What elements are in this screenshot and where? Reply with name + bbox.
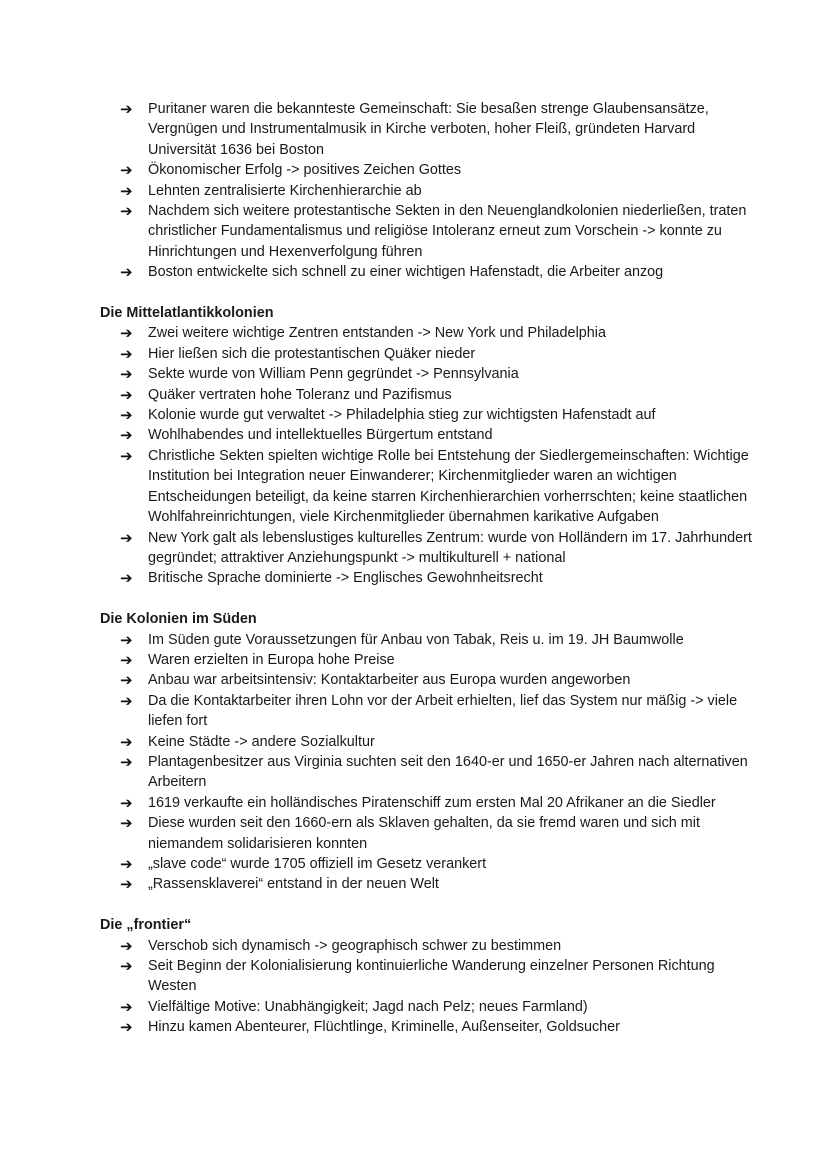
list-item: ➔ Seit Beginn der Kolonialisierung kontinuierliche Wanderung einzelner Personen Richtung Westen bbox=[120, 957, 715, 995]
arrow-right-icon: ➔ bbox=[120, 732, 133, 751]
arrow-right-icon: ➔ bbox=[120, 650, 133, 669]
arrow-right-icon: ➔ bbox=[120, 365, 133, 384]
arrow-right-icon: ➔ bbox=[120, 426, 133, 445]
arrow-right-icon: ➔ bbox=[120, 406, 133, 425]
arrow-right-icon: ➔ bbox=[120, 936, 133, 955]
arrow-right-icon: ➔ bbox=[120, 630, 133, 649]
list-item: ➔ „Rassensklaverei“ entstand in der neuen Welt bbox=[120, 875, 439, 894]
list-item: ➔ Plantagenbesitzer aus Virginia suchten seit den 1640-er und 1650-er Jahren nach alternativen Arbeitern bbox=[120, 752, 748, 791]
arrow-right-icon: ➔ bbox=[120, 569, 133, 588]
list-item: ➔ Kolonie wurde gut verwaltet -> Philadelphia stieg zur wichtigsten Hafenstadt auf bbox=[120, 406, 656, 425]
arrow-right-icon: ➔ bbox=[120, 1018, 133, 1037]
arrow-right-icon: ➔ bbox=[120, 344, 133, 363]
arrow-right-icon: ➔ bbox=[120, 528, 133, 547]
arrow-right-icon: ➔ bbox=[120, 957, 133, 976]
list-item: ➔ New York galt als lebenslustiges kulturelles Zentrum: wurde von Holländern im 17. Jahrhundert gegründet; attraktiver Anziehungspunkt -> multikulturell + national bbox=[120, 528, 752, 566]
arrow-right-icon: ➔ bbox=[120, 691, 133, 710]
list-item: ➔ Hinzu kamen Abenteurer, Flüchtlinge, Kriminelle, Außenseiter, Goldsucher bbox=[120, 1018, 620, 1037]
list-item: ➔ Puritaner waren die bekannteste Gemeinschaft: Sie besaßen strenge Glaubensansätze, Vergnügen und Instrumentalmusik in Kirche verboten, hoher Fleiß, gründeten Harvard Universität 1636 bei Boston bbox=[120, 100, 709, 158]
list-item: ➔ Keine Städte -> andere Sozialkultur bbox=[120, 732, 375, 751]
list-item: ➔ Waren erzielten in Europa hohe Preise bbox=[120, 650, 395, 669]
list-item: ➔ Vielfältige Motive: Unabhängigkeit; Jagd nach Pelz; neues Farmland) bbox=[120, 997, 588, 1016]
list-item: ➔ Verschob sich dynamisch -> geographisch schwer zu bestimmen bbox=[120, 936, 562, 955]
arrow-right-icon: ➔ bbox=[120, 793, 133, 812]
bullet-list-sueden bbox=[0, 630, 828, 895]
list-item: ➔ Quäker vertraten hohe Toleranz und Pazifismus bbox=[120, 385, 452, 404]
list-item: ➔ Nachdem sich weitere protestantische Sekten in den Neuenglandkolonien niederließen, traten christlicher Fundamentalismus und religiöse Intoleranz erneut zum Vorschein -> konnte zu Hinrichtungen und Hexenverfolgung führen bbox=[120, 202, 747, 260]
list-item: ➔ Ökonomischer Erfolg -> positives Zeichen Gottes bbox=[120, 161, 462, 180]
arrow-right-icon: ➔ bbox=[120, 752, 133, 771]
arrow-right-icon: ➔ bbox=[120, 875, 133, 894]
list-item: ➔ Sekte wurde von William Penn gegründet -> Pennsylvania bbox=[120, 365, 519, 384]
arrow-right-icon: ➔ bbox=[120, 161, 133, 180]
arrow-right-icon: ➔ bbox=[120, 324, 133, 343]
list-item: ➔ 1619 verkaufte ein holländisches Piratenschiff zum ersten Mal 20 Afrikaner an die Siedler bbox=[120, 793, 716, 812]
bullet-list-frontier bbox=[0, 936, 828, 1038]
section-heading-mittelatlantik: Die Mittelatlantikkolonien bbox=[100, 305, 274, 322]
arrow-right-icon: ➔ bbox=[120, 181, 133, 200]
list-item: ➔ Im Süden gute Voraussetzungen für Anbau von Tabak, Reis u. im 19. JH Baumwolle bbox=[120, 630, 684, 649]
arrow-right-icon: ➔ bbox=[120, 202, 133, 221]
section-heading-sueden: Die Kolonien im Süden bbox=[100, 611, 257, 628]
list-item: ➔ Lehnten zentralisierte Kirchenhierarchie ab bbox=[120, 181, 422, 200]
list-item: ➔ Da die Kontaktarbeiter ihren Lohn vor der Arbeit erhielten, lief das System nur mäßig -> viele liefen fort bbox=[120, 691, 738, 730]
list-item: ➔ Zwei weitere wichtige Zentren entstanden -> New York und Philadelphia bbox=[120, 324, 606, 343]
bullet-list-mittelatlantik bbox=[0, 323, 828, 588]
arrow-right-icon: ➔ bbox=[120, 997, 133, 1016]
arrow-right-icon: ➔ bbox=[120, 855, 133, 873]
list-item: ➔ Boston entwickelte sich schnell zu einer wichtigen Hafenstadt, die Arbeiter anzog bbox=[120, 263, 664, 282]
bullet-list-puritans bbox=[0, 99, 828, 283]
section-heading-frontier: Die „frontier“ bbox=[100, 917, 192, 934]
list-item: ➔ Hier ließen sich die protestantischen Quäker nieder bbox=[120, 344, 476, 363]
arrow-right-icon: ➔ bbox=[120, 671, 133, 690]
list-item: ➔ Wohlhabendes und intellektuelles Bürgertum entstand bbox=[120, 426, 493, 445]
list-item: ➔ „slave code“ wurde 1705 offiziell im Gesetz verankert bbox=[120, 855, 487, 873]
list-item: ➔ Christliche Sekten spielten wichtige Rolle bei Entstehung der Siedlergemeinschaften: Wichtige Institution bei Integration neuer Einwanderer; Kirchenmitglieder waren an wichtigen Entscheidungen beteiligt, da keine starren Kirchenhierarchien vorherrschten; keine staatlichen Wohlfahreinrichtungen, viele Kirchenmitglieder übernahmen karikative Aufgaben bbox=[120, 446, 749, 526]
list-item: ➔ Britische Sprache dominierte -> Englisches Gewohnheitsrecht bbox=[120, 569, 543, 588]
arrow-right-icon: ➔ bbox=[120, 100, 133, 118]
arrow-right-icon: ➔ bbox=[120, 446, 133, 465]
list-item: ➔ Anbau war arbeitsintensiv: Kontaktarbeiter aus Europa wurden angeworben bbox=[120, 671, 631, 690]
list-item: ➔ Diese wurden seit den 1660-ern als Sklaven gehalten, da sie fremd waren und sich mit niemandem solidarisieren konnten bbox=[120, 814, 700, 852]
arrow-right-icon: ➔ bbox=[120, 814, 133, 833]
arrow-right-icon: ➔ bbox=[120, 385, 133, 404]
arrow-right-icon: ➔ bbox=[120, 263, 133, 282]
